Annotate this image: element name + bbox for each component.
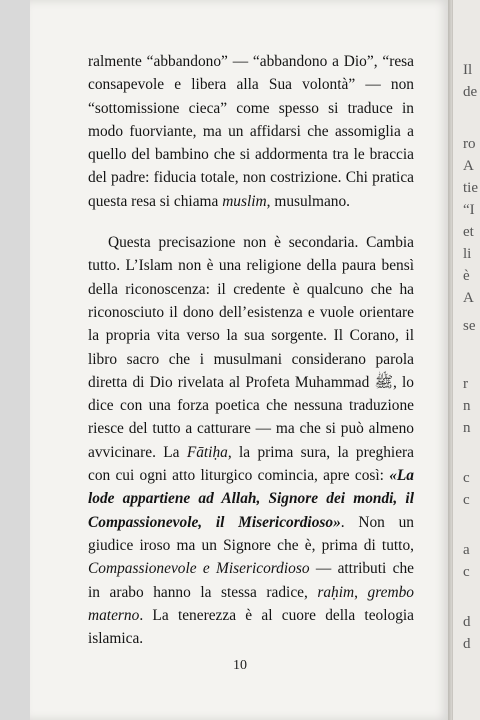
paragraph [88, 231, 414, 650]
right-page-fragment: n [463, 398, 471, 414]
right-page-fragment: r [463, 376, 468, 392]
right-page-fragment: è [463, 268, 470, 284]
text-run: , musulmano. [266, 192, 351, 210]
right-page-fragment: c [463, 564, 470, 580]
text-run: ralmente “abbandono” — “abbandono a Dio”, “resa consapevole e libera alla Sua volontà” — non “sottomissione cieca” come spesso si traduce in modo fuorviante, ma un affidarsi che assomiglia a quello del bambino che si addormenta tra le braccia del padre: fiducia totale, non costrizione. Chi pratica questa resa si chiama [88, 53, 414, 210]
italic-text-run: grembo materno [88, 583, 414, 624]
right-page-fragment: tie [463, 180, 478, 196]
bold-italic-text-run: «La lode appartiene ad Allah, Signore dei mondi, il Compassionevole, il Misericordioso» [88, 467, 414, 531]
right-page-fragment: d [463, 636, 471, 652]
right-page-fragment: “I [463, 202, 475, 218]
italic-text-run: muslim [222, 192, 267, 210]
right-page-fragment: c [463, 492, 470, 508]
right-page-fragment: li [463, 246, 472, 262]
text-run: , la prima sura, la preghiera con cui ogni atto liturgico comincia, apre così: [88, 443, 414, 485]
right-page-fragment: se [463, 318, 476, 334]
body-text [88, 50, 414, 650]
italic-text-run: Compassionevole e Misericordioso [88, 560, 310, 578]
text-run: — attributi che in arabo hanno la stessa radice, [88, 560, 414, 601]
text-run: Questa precisazione non è secondaria. Cambia tutto. L’Islam non è una religione della paura bensì della riconoscenza: il credente è qualcuno che ha riconosciuto il dono dell’esistenza e vuole orientare la propria vita verso la sua sorgente. Il Corano, il libro sacro che i musulmani considerano parola diretta di Dio rivelata al Profeta Muhammad ﷺ, lo dice con una forza poetica che nessuna traduzione riesce del tutto a catturare — ma che si può almeno avvicinare. La [88, 234, 414, 461]
right-page-fragment: c [463, 470, 470, 486]
italic-text-run: raḥim [317, 583, 355, 601]
right-page-fragment: et [463, 224, 474, 240]
italic-text-run: Fātiḥa [186, 443, 228, 461]
text-run: . La tenerezza è al cuore della teologia islamica. [88, 606, 414, 648]
right-page-fragment: de [463, 84, 478, 100]
page-number: 10 [233, 658, 247, 673]
right-page-fragment: ro [463, 136, 476, 152]
paragraph [88, 50, 414, 213]
right-page-fragment: d [463, 614, 471, 630]
right-page-fragment: n [463, 420, 471, 436]
text-run: . Non un giudice iroso ma un Signore che è, prima di tutto, [88, 513, 414, 554]
text-run: , [354, 583, 368, 601]
right-page-fragment: a [463, 542, 470, 558]
right-page-fragment: Il [463, 62, 473, 78]
right-page-fragment: A [463, 158, 474, 174]
right-page [452, 0, 480, 720]
right-page-fragment: A [463, 290, 474, 306]
